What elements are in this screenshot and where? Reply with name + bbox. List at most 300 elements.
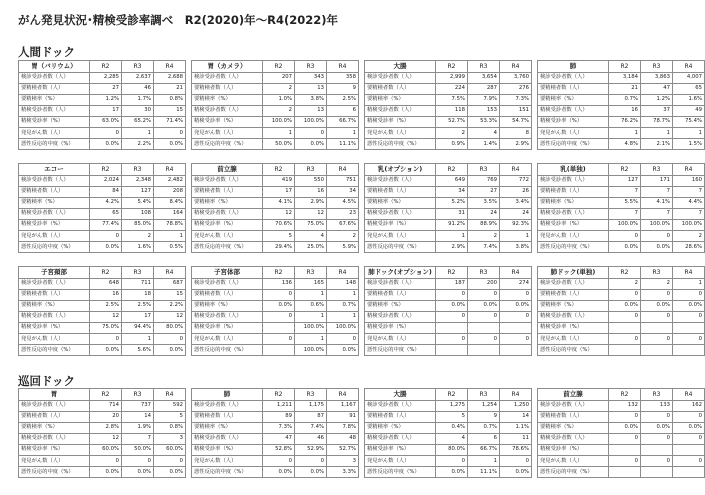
table-row xyxy=(192,186,359,197)
value-cell: 2 xyxy=(122,230,154,241)
table-row xyxy=(538,322,705,333)
value-cell: 1.6% xyxy=(673,94,705,105)
row-label: 要精検率（%） xyxy=(538,94,609,105)
row-label: 精検受診者数（人） xyxy=(365,208,436,219)
row-label: 精検受診率（%） xyxy=(538,322,609,333)
table-header-row xyxy=(19,61,186,73)
table-row xyxy=(19,411,186,422)
table-row xyxy=(365,455,532,466)
row-label: 要精検率（%） xyxy=(365,94,436,105)
value-cell: 15 xyxy=(154,105,186,116)
table-header-row xyxy=(365,61,532,73)
value-cell: 2.8% xyxy=(90,422,122,433)
page-title: がん発見状況･精検受診率調べ R2(2020)年～R4(2022)年 xyxy=(18,13,338,27)
screening-table xyxy=(18,388,186,478)
value-cell: 9 xyxy=(327,83,359,94)
value-cell: 60.0% xyxy=(154,444,186,455)
table-row xyxy=(538,333,705,344)
value-cell: 550 xyxy=(295,175,327,186)
screening-table xyxy=(364,266,532,356)
value-cell: 0.4% xyxy=(436,422,468,433)
value-cell: 0.0% xyxy=(327,345,359,356)
data-table xyxy=(191,60,358,150)
value-cell: 12 xyxy=(263,208,295,219)
value-cell: 1 xyxy=(263,127,295,138)
table-row xyxy=(365,83,532,94)
table-row xyxy=(538,127,705,138)
value-cell: 2.2% xyxy=(122,139,154,150)
data-table xyxy=(537,266,704,356)
row-label: 精検受診率（%） xyxy=(19,219,90,230)
row-label: 悪性反応的中度（%） xyxy=(365,139,436,150)
value-cell: 1,275 xyxy=(436,400,468,411)
row-label: 要精検率（%） xyxy=(538,197,609,208)
table-row xyxy=(192,433,359,444)
value-cell: 153 xyxy=(468,105,500,116)
value-cell: 224 xyxy=(436,83,468,94)
table-row xyxy=(365,333,532,344)
value-cell: 358 xyxy=(327,72,359,83)
value-cell: 6 xyxy=(468,433,500,444)
screening-table xyxy=(18,266,186,356)
value-cell: 0.7% xyxy=(327,300,359,311)
value-cell: 7 xyxy=(673,208,705,219)
table-header-row xyxy=(19,267,186,279)
value-cell: 17 xyxy=(263,186,295,197)
row-label: 要精検者数（人） xyxy=(365,289,436,300)
row-label: 要精検者数（人） xyxy=(365,186,436,197)
value-cell: 0 xyxy=(673,433,705,444)
table-row xyxy=(538,197,705,208)
row-label: 発見がん数（人） xyxy=(19,455,90,466)
row-label: 精検受診者数（人） xyxy=(365,311,436,322)
category-header: 大腸 xyxy=(365,389,436,401)
value-cell: 0 xyxy=(154,455,186,466)
table-row xyxy=(192,333,359,344)
table-row xyxy=(538,444,705,455)
value-cell: 0.0% xyxy=(500,300,532,311)
table-row xyxy=(192,139,359,150)
value-cell: 2 xyxy=(609,278,641,289)
row-label: 要精検率（%） xyxy=(365,197,436,208)
row-label: 精検受診率（%） xyxy=(538,116,609,127)
value-cell: 47 xyxy=(641,83,673,94)
value-cell: 30 xyxy=(122,105,154,116)
value-cell: 7 xyxy=(673,186,705,197)
value-cell: 5.9% xyxy=(327,242,359,253)
data-table xyxy=(364,266,531,356)
value-cell: 75.0% xyxy=(295,219,327,230)
screening-table xyxy=(191,163,359,253)
value-cell: 0 xyxy=(500,455,532,466)
value-cell: 0 xyxy=(641,455,673,466)
value-cell: 1,167 xyxy=(327,400,359,411)
value-cell: 16 xyxy=(609,105,641,116)
table-row xyxy=(365,311,532,322)
value-cell: 52.9% xyxy=(295,444,327,455)
value-cell: 2 xyxy=(436,127,468,138)
value-cell: 0.0% xyxy=(609,422,641,433)
row-label: 検診受診者数（人） xyxy=(192,72,263,83)
value-cell: 5.6% xyxy=(122,345,154,356)
value-cell: 0.6% xyxy=(295,300,327,311)
value-cell: 1 xyxy=(673,127,705,138)
row-label: 検診受診者数（人） xyxy=(19,72,90,83)
value-cell: 7.9% xyxy=(468,94,500,105)
row-label: 悪性反応的中度（%） xyxy=(192,139,263,150)
year-header: R2 xyxy=(436,389,468,401)
value-cell xyxy=(436,345,468,356)
screening-table xyxy=(191,60,359,150)
value-cell: 751 xyxy=(327,175,359,186)
year-header: R3 xyxy=(122,389,154,401)
row-label: 発見がん数（人） xyxy=(192,230,263,241)
value-cell xyxy=(609,467,641,478)
row-label: 精検受診率（%） xyxy=(192,219,263,230)
value-cell: 0 xyxy=(263,289,295,300)
value-cell: 67.6% xyxy=(327,219,359,230)
row-label: 要精検者数（人） xyxy=(192,83,263,94)
value-cell: 2 xyxy=(673,230,705,241)
value-cell: 3,863 xyxy=(641,72,673,83)
value-cell: 0 xyxy=(500,311,532,322)
row-label: 悪性反応的中度（%） xyxy=(365,467,436,478)
table-row xyxy=(365,433,532,444)
value-cell: 2 xyxy=(468,230,500,241)
row-label: 精検受診率（%） xyxy=(365,219,436,230)
value-cell: 91 xyxy=(327,411,359,422)
value-cell: 0.0% xyxy=(673,300,705,311)
table-row xyxy=(538,422,705,433)
value-cell: 1,175 xyxy=(295,400,327,411)
value-cell: 1 xyxy=(468,455,500,466)
value-cell: 2 xyxy=(641,278,673,289)
category-header: 子宮体部 xyxy=(192,267,263,279)
category-header: 乳(単独) xyxy=(538,164,609,176)
value-cell: 3.8% xyxy=(295,94,327,105)
value-cell: 2.1% xyxy=(641,139,673,150)
table-header-row xyxy=(538,61,705,73)
value-cell: 148 xyxy=(327,278,359,289)
table-row xyxy=(19,219,186,230)
value-cell: 0.9% xyxy=(436,139,468,150)
value-cell: 0 xyxy=(673,289,705,300)
section-title-ningen-dock: 人間ドック xyxy=(18,45,76,59)
value-cell xyxy=(436,322,468,333)
value-cell: 24 xyxy=(468,208,500,219)
value-cell: 0.0% xyxy=(436,300,468,311)
value-cell: 5.5% xyxy=(609,197,641,208)
table-row xyxy=(192,116,359,127)
category-header: 大腸 xyxy=(365,61,436,73)
value-cell: 52.7% xyxy=(436,116,468,127)
row-label: 精検受診者数（人） xyxy=(19,105,90,116)
value-cell: 66.7% xyxy=(327,116,359,127)
table-row xyxy=(19,105,186,116)
value-cell: 737 xyxy=(122,400,154,411)
row-label: 要精検者数（人） xyxy=(365,411,436,422)
value-cell: 50.0% xyxy=(122,444,154,455)
row-label: 要精検率（%） xyxy=(19,94,90,105)
row-label: 検診受診者数（人） xyxy=(19,175,90,186)
value-cell: 2,482 xyxy=(154,175,186,186)
value-cell: 53.3% xyxy=(468,116,500,127)
value-cell xyxy=(609,444,641,455)
row-label: 発見がん数（人） xyxy=(19,127,90,138)
value-cell: 2.2% xyxy=(154,300,186,311)
table-row xyxy=(365,278,532,289)
table-header-row xyxy=(365,164,532,176)
table-row xyxy=(19,400,186,411)
row-label: 検診受診者数（人） xyxy=(365,72,436,83)
table-header-row xyxy=(19,164,186,176)
value-cell: 118 xyxy=(436,105,468,116)
table-row xyxy=(538,242,705,253)
table-row xyxy=(192,467,359,478)
value-cell: 769 xyxy=(468,175,500,186)
value-cell: 91.2% xyxy=(436,219,468,230)
row-label: 悪性反応的中度（%） xyxy=(19,467,90,478)
value-cell: 276 xyxy=(500,83,532,94)
table-row xyxy=(192,242,359,253)
value-cell: 1 xyxy=(122,333,154,344)
table-row xyxy=(538,175,705,186)
table-row xyxy=(365,230,532,241)
value-cell: 15 xyxy=(154,289,186,300)
value-cell: 100.0% xyxy=(641,219,673,230)
year-header: R3 xyxy=(468,267,500,279)
value-cell: 8.4% xyxy=(154,197,186,208)
screening-table xyxy=(191,266,359,356)
value-cell: 28.6% xyxy=(673,242,705,253)
row-label: 要精検率（%） xyxy=(192,300,263,311)
value-cell: 48 xyxy=(327,433,359,444)
table-row xyxy=(19,83,186,94)
row-label: 要精検者数（人） xyxy=(19,289,90,300)
value-cell: 27 xyxy=(468,186,500,197)
row-label: 精検受診率（%） xyxy=(19,322,90,333)
row-label: 検診受診者数（人） xyxy=(192,175,263,186)
value-cell: 7 xyxy=(609,208,641,219)
row-label: 検診受診者数（人） xyxy=(538,400,609,411)
year-header: R4 xyxy=(154,61,186,73)
table-row xyxy=(365,444,532,455)
table-row xyxy=(538,83,705,94)
row-label: 発見がん数（人） xyxy=(365,127,436,138)
value-cell: 108 xyxy=(122,208,154,219)
value-cell: 2,637 xyxy=(122,72,154,83)
value-cell: 1 xyxy=(327,311,359,322)
value-cell: 0 xyxy=(263,333,295,344)
value-cell: 0.0% xyxy=(295,467,327,478)
value-cell: 100.0% xyxy=(263,116,295,127)
value-cell: 14 xyxy=(500,411,532,422)
year-header: R2 xyxy=(436,61,468,73)
value-cell: 3.8% xyxy=(500,242,532,253)
value-cell: 1.7% xyxy=(122,94,154,105)
row-label: 発見がん数（人） xyxy=(538,333,609,344)
year-header: R3 xyxy=(295,389,327,401)
value-cell: 78.8% xyxy=(154,219,186,230)
value-cell: 37 xyxy=(641,105,673,116)
value-cell: 75.0% xyxy=(90,322,122,333)
value-cell: 1.2% xyxy=(90,94,122,105)
value-cell xyxy=(673,345,705,356)
value-cell: 31 xyxy=(436,208,468,219)
year-header: R3 xyxy=(295,164,327,176)
row-label: 精検受診者数（人） xyxy=(365,105,436,116)
value-cell: 0.7% xyxy=(609,94,641,105)
table-row xyxy=(538,345,705,356)
value-cell: 49 xyxy=(673,105,705,116)
row-label: 悪性反応的中度（%） xyxy=(192,242,263,253)
value-cell: 0 xyxy=(90,455,122,466)
table-row xyxy=(365,400,532,411)
row-label: 発見がん数（人） xyxy=(19,333,90,344)
value-cell: 100.0% xyxy=(295,322,327,333)
table-row xyxy=(365,175,532,186)
year-header: R4 xyxy=(500,267,532,279)
table-row xyxy=(19,467,186,478)
value-cell: 1 xyxy=(295,289,327,300)
value-cell: 78.7% xyxy=(641,116,673,127)
value-cell: 3,184 xyxy=(609,72,641,83)
value-cell: 0 xyxy=(673,411,705,422)
value-cell: 133 xyxy=(641,400,673,411)
value-cell: 0 xyxy=(641,333,673,344)
row-label: 悪性反応的中度（%） xyxy=(19,139,90,150)
value-cell: 0 xyxy=(327,333,359,344)
row-label: 精検受診者数（人） xyxy=(192,433,263,444)
table-header-row xyxy=(192,164,359,176)
row-label: 検診受診者数（人） xyxy=(19,278,90,289)
row-label: 検診受診者数（人） xyxy=(365,400,436,411)
value-cell: 0 xyxy=(609,311,641,322)
table-row xyxy=(538,467,705,478)
value-cell: 0.0% xyxy=(295,139,327,150)
value-cell: 2.5% xyxy=(122,300,154,311)
value-cell: 0.0% xyxy=(154,467,186,478)
year-header: R2 xyxy=(263,267,295,279)
table-row xyxy=(538,433,705,444)
value-cell: 24 xyxy=(500,208,532,219)
value-cell: 60.0% xyxy=(90,444,122,455)
table-row xyxy=(19,175,186,186)
category-header: 肺ドック(単独) xyxy=(538,267,609,279)
table-row xyxy=(538,219,705,230)
year-header: R4 xyxy=(327,267,359,279)
value-cell: 5 xyxy=(263,230,295,241)
value-cell: 0.0% xyxy=(263,467,295,478)
value-cell: 0 xyxy=(436,289,468,300)
value-cell: 1.2% xyxy=(641,94,673,105)
value-cell: 0 xyxy=(673,311,705,322)
value-cell: 3 xyxy=(154,433,186,444)
table-row xyxy=(192,322,359,333)
value-cell: 648 xyxy=(90,278,122,289)
year-header: R4 xyxy=(154,267,186,279)
value-cell: 274 xyxy=(500,278,532,289)
value-cell: 0 xyxy=(609,411,641,422)
value-cell xyxy=(673,444,705,455)
value-cell: 4.2% xyxy=(90,197,122,208)
value-cell: 0 xyxy=(609,230,641,241)
value-cell: 207 xyxy=(263,72,295,83)
value-cell: 0 xyxy=(673,333,705,344)
value-cell: 127 xyxy=(122,186,154,197)
value-cell: 3,760 xyxy=(500,72,532,83)
data-table xyxy=(18,163,185,253)
table-row xyxy=(538,116,705,127)
year-header: R2 xyxy=(263,164,295,176)
value-cell: 0 xyxy=(90,230,122,241)
screening-table xyxy=(537,266,705,356)
year-header: R3 xyxy=(122,164,154,176)
value-cell: 0.0% xyxy=(641,422,673,433)
table-row xyxy=(538,72,705,83)
value-cell: 29.4% xyxy=(263,242,295,253)
screening-table xyxy=(191,388,359,478)
value-cell: 343 xyxy=(295,72,327,83)
row-label: 検診受診者数（人） xyxy=(192,278,263,289)
category-header: エコー xyxy=(19,164,90,176)
row-label: 精検受診者数（人） xyxy=(19,311,90,322)
row-label: 要精検率（%） xyxy=(192,197,263,208)
value-cell: 7.3% xyxy=(500,94,532,105)
value-cell: 162 xyxy=(673,400,705,411)
value-cell: 46 xyxy=(122,83,154,94)
table-row xyxy=(365,186,532,197)
value-cell: 1 xyxy=(609,127,641,138)
value-cell: 2.5% xyxy=(90,300,122,311)
value-cell: 1 xyxy=(122,127,154,138)
row-label: 発見がん数（人） xyxy=(192,127,263,138)
screening-table xyxy=(364,60,532,150)
value-cell: 0 xyxy=(609,333,641,344)
table-row xyxy=(192,345,359,356)
year-header: R4 xyxy=(673,61,705,73)
value-cell: 2.9% xyxy=(436,242,468,253)
screening-table xyxy=(364,388,532,478)
category-header: 肺 xyxy=(538,61,609,73)
value-cell: 151 xyxy=(500,105,532,116)
table-row xyxy=(192,444,359,455)
category-header: 胃（バリウム） xyxy=(19,61,90,73)
row-label: 要精検者数（人） xyxy=(538,289,609,300)
value-cell: 0.7% xyxy=(468,422,500,433)
table-row xyxy=(538,400,705,411)
value-cell: 13 xyxy=(295,105,327,116)
value-cell: 1 xyxy=(673,278,705,289)
value-cell xyxy=(641,467,673,478)
value-cell: 8 xyxy=(500,127,532,138)
value-cell: 0 xyxy=(468,333,500,344)
value-cell: 80.0% xyxy=(436,444,468,455)
table-header-row xyxy=(538,267,705,279)
value-cell: 132 xyxy=(609,400,641,411)
value-cell: 11.1% xyxy=(468,467,500,478)
category-header: 前立腺 xyxy=(538,389,609,401)
value-cell: 2 xyxy=(327,230,359,241)
table-row xyxy=(192,300,359,311)
table-row xyxy=(365,289,532,300)
row-label: 悪性反応的中度（%） xyxy=(538,345,609,356)
year-header: R3 xyxy=(641,389,673,401)
table-row xyxy=(19,186,186,197)
value-cell: 65.2% xyxy=(122,116,154,127)
row-label: 要精検率（%） xyxy=(538,300,609,311)
value-cell: 7.5% xyxy=(436,94,468,105)
